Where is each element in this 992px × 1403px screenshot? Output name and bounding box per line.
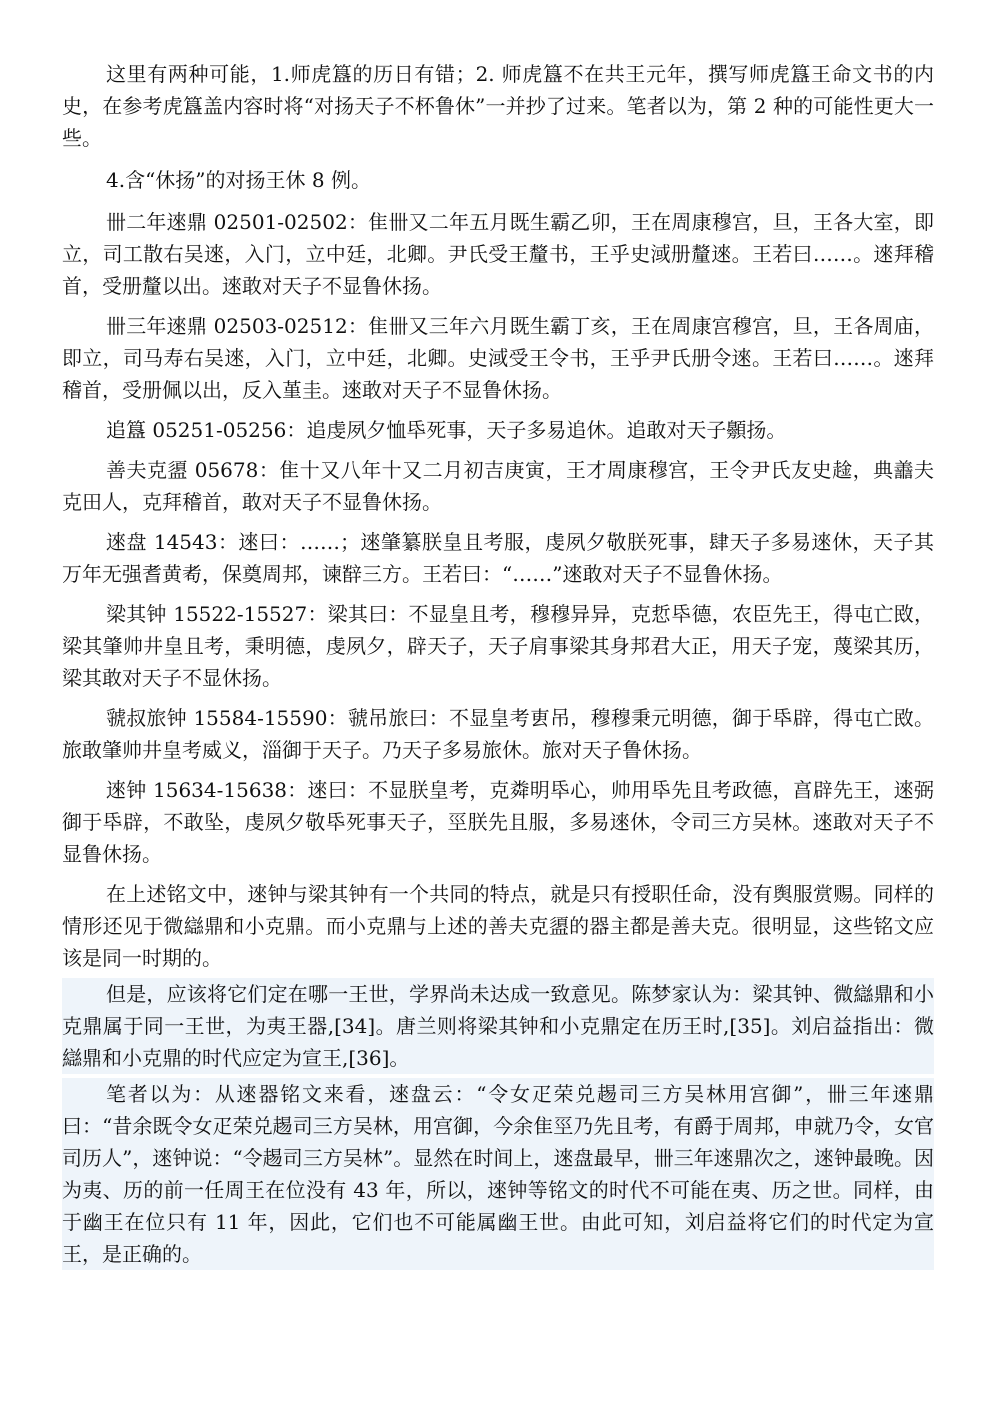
paragraph-1: 这里有两种可能，1.师虎簋的历日有错；2. 师虎簋不在共王元年，撰写师虎簋王命文书的内史，在参考虎簋盖内容时将“对扬天子不杯鲁休”一并抄了过来。笔者以为，第 2 种的可能性更大一些。 <box>62 62 934 150</box>
paragraph-10: 逨钟 15634-15638：逨曰：不显朕皇考，克粦明氒心，帅用氒先且考政德，亯辟先王，逨弼御于氒辟，不敢坠，虔夙夕敬氒死事天子，巠朕先且服，多易逨休，令司三方吴林。逨敢对天子不显鲁休扬。 <box>62 778 934 866</box>
paragraph-6: 善夫克盨 05678：隹十又八年十又二月初吉庚寅，王才周康穆宫，王令尹氏友史趛，典譱夫克田人，克拜稽首，敢对天子不显鲁休扬。 <box>62 458 934 514</box>
paragraph-11: 在上述铭文中，逨钟与梁其钟有一个共同的特点，就是只有授职任命，没有舆服赏赐。同样的情形还见于微䜌鼎和小克鼎。而小克鼎与上述的善夫克盨的器主都是善夫克。很明显，这些铭文应该是同一时期的。 <box>62 882 934 970</box>
paragraph-12: 但是，应该将它们定在哪一王世，学界尚未达成一致意见。陈梦家认为：梁其钟、微䜌鼎和小克鼎属于同一王世，为夷王器,[34]。唐兰则将梁其钟和小克鼎定在历王时,[35]。刘启益指出：微䜌鼎和小克鼎的时代应定为宣王,[36]。 <box>62 978 934 1074</box>
paragraph-2: 4.含“休扬”的对扬王休 8 例。 <box>106 168 371 192</box>
document-page <box>62 58 934 1270</box>
paragraph-13: 笔者以为：从逨器铭文来看，逨盘云：“令女疋荣兑䞶司三方吴林用宫御”，卌三年逨鼎曰：“昔余既令女疋荣兑䞶司三方吴林，用宫御，今余隹巠乃先且考，有爵于周邦，申就乃令，女官司历人”，逨钟说：“令䞶司三方吴林”。显然在时间上，逨盘最早，卌三年逨鼎次之，逨钟最晚。因为夷、历的前一任周王在位没有 43 年，所以，逨钟等铭文的时代不可能在夷、历之世。同样，由于幽王在位只有 11 年，因此，它们也不可能属幽王世。由此可知，刘启益将它们的时代定为宣王，是正确的。 <box>62 1078 934 1270</box>
paragraph-5: 追簋 05251-05256：追虔夙夕恤氒死事，天子多易追休。追敢对天子䫵扬。 <box>106 418 787 442</box>
paragraph-3: 卌二年逨鼎 02501-02502：隹卌又二年五月既生霸乙卯，王在周康穆宫，旦，王各大室，即立，司工散右吴逨，入门，立中廷，北卿。尹氏受王釐书，王乎史淢册釐逨。王若曰……。逨拜稽首，受册釐以出。逨敢对天子不显鲁休扬。 <box>62 210 934 298</box>
paragraph-4: 卌三年逨鼎 02503-02512：隹卌又三年六月既生霸丁亥，王在周康宫穆宫，旦，王各周庙，即立，司马寿右吴逨，入门，立中廷，北卿。史淢受王令书，王乎尹氏册令逨。王若曰……。逨拜稽首，受册佩以出，反入堇圭。逨敢对天子不显鲁休扬。 <box>62 314 934 402</box>
paragraph-8: 梁其钟 15522-15527：梁其曰：不显皇且考，穆穆异异，克悊氒德，农臣先王，得屯亡敃，梁其肇帅井皇且考，秉明德，虔夙夕，辟天子，天子肩事梁其身邦君大正，用天子宠，蔑梁其历，梁其敢对天子不显休扬。 <box>62 602 934 690</box>
paragraph-7: 逨盘 14543：逨曰：……；逨肇纂朕皇且考服，虔夙夕敬朕死事，肆天子多易逨休，天子其万年无强耆黄耇，保奠周邦，谏辥三方。王若曰：“……”逨敢对天子不显鲁休扬。 <box>62 530 934 586</box>
paragraph-9: 虢叔旅钟 15584-15590：虢吊旅曰：不显皇考叀吊，穆穆秉元明德，御于氒辟，得屯亡敃。旅敢肇帅井皇考威义，淄御于天子。乃天子多易旅休。旅对天子鲁休扬。 <box>62 706 934 762</box>
